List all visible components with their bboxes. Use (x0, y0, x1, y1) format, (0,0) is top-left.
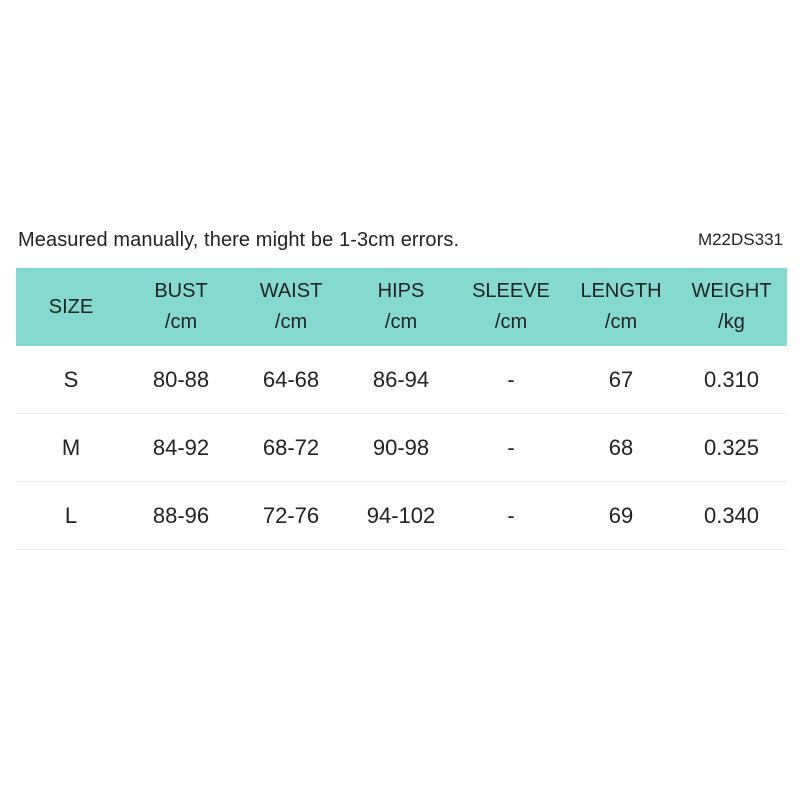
hips-cell: 86-94 (372, 366, 430, 392)
header-cell-length (566, 268, 676, 346)
weight-cell: 0.310 (703, 366, 760, 392)
header-unit: /cm (384, 311, 418, 333)
sleeve-cell: - (507, 434, 515, 460)
size-cell: L (64, 502, 78, 528)
header-cell-bust (126, 268, 236, 346)
header-cell-sleeve (456, 268, 566, 346)
header-unit: /cm (164, 311, 198, 333)
table-caption (18, 224, 783, 256)
header-label: SIZE (48, 295, 94, 318)
header-unit: /cm (494, 311, 528, 333)
weight-cell: 0.340 (703, 502, 760, 528)
header-unit: /kg (718, 311, 745, 333)
size-cell: M (61, 434, 81, 460)
sleeve-cell: - (507, 366, 515, 392)
waist-cell: 72-76 (262, 502, 320, 528)
header-label: WEIGHT (691, 280, 772, 302)
measurement-note: Measured manually, there might be 1-3cm errors. (18, 228, 460, 251)
bust-cell: 80-88 (152, 366, 210, 392)
header-cell-waist (236, 268, 346, 346)
header-cell-hips (346, 268, 456, 346)
hips-cell: 90-98 (372, 434, 430, 460)
header-unit: /cm (604, 311, 638, 333)
bust-cell: 88-96 (152, 502, 210, 528)
hips-cell: 94-102 (366, 502, 436, 528)
header-label: BUST (154, 280, 208, 302)
waist-cell: 68-72 (262, 434, 320, 460)
bust-cell: 84-92 (152, 434, 210, 460)
header-label: LENGTH (580, 280, 662, 302)
weight-cell: 0.325 (703, 434, 760, 460)
table-header (16, 268, 787, 346)
header-cell-size (16, 268, 126, 346)
sleeve-cell: - (507, 502, 515, 528)
waist-cell: 64-68 (262, 366, 320, 392)
table-row (16, 482, 787, 550)
size-chart-table (16, 268, 787, 550)
header-label: HIPS (377, 280, 425, 302)
length-cell: 68 (608, 434, 634, 460)
header-cell-weight (676, 268, 787, 346)
length-cell: 67 (608, 366, 634, 392)
size-cell: S (63, 366, 79, 392)
header-label: SLEEVE (472, 280, 550, 302)
product-code: M22DS331 (697, 230, 783, 249)
length-cell: 69 (608, 502, 634, 528)
header-unit: /cm (274, 311, 308, 333)
table-row (16, 414, 787, 482)
table-row (16, 346, 787, 414)
header-label: WAIST (259, 280, 323, 302)
